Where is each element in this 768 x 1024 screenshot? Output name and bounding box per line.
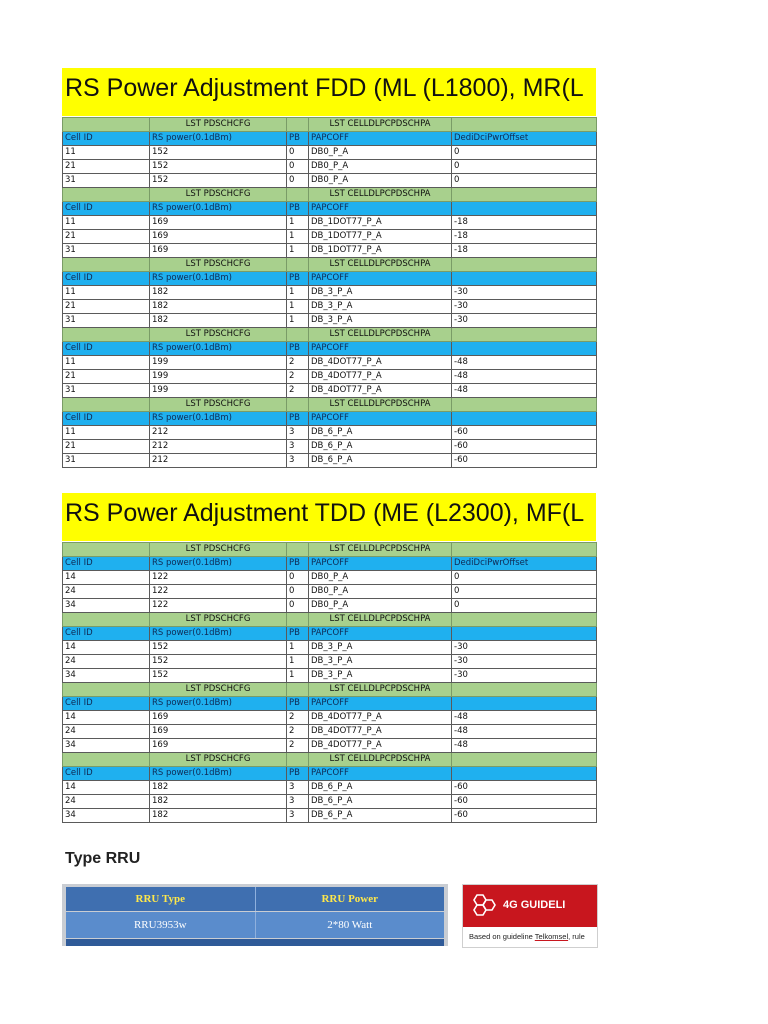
pb-header: PB [287,767,309,781]
rs-power-value: 169 [150,711,287,725]
table-row [63,356,597,370]
cell-id-header: Cell ID [63,627,150,641]
guideline-subtitle [469,932,585,941]
table-row [63,669,597,683]
papcoff-value: DB0_P_A [309,146,452,160]
lst-celldlpcpdschpa-label: LST CELLDLPCPDSCHPA [309,613,452,627]
blank-cell [63,258,150,272]
pb-header: PB [287,132,309,146]
table-row [63,655,597,669]
blank-cell [63,328,150,342]
offset-value: -60 [452,809,597,823]
lst-celldlpcpdschpa-label: LST CELLDLPCPDSCHPA [309,543,452,557]
rru-power-header: RRU Power [321,893,378,905]
table-row [63,739,597,753]
papcoff-value: DB_6_P_A [309,454,452,468]
fdd-table [62,117,597,468]
lst-celldlpcpdschpa-label: LST CELLDLPCPDSCHPA [309,118,452,132]
blank-cell [452,613,597,627]
lst-pdschcfg-label: LST PDSCHCFG [150,118,287,132]
rs-power-value: 122 [150,599,287,613]
lst-pdschcfg-label: LST PDSCHCFG [150,188,287,202]
papcoff-value: DB_6_P_A [309,809,452,823]
rs-power-header: RS power(0.1dBm) [150,132,287,146]
offset-value: -30 [452,655,597,669]
cell-id-value: 31 [63,454,150,468]
pb-value: 2 [287,711,309,725]
offset-value: -60 [452,795,597,809]
rru-type-header: RRU Type [66,887,256,911]
offset-value: 0 [452,160,597,174]
cell-id-value: 21 [63,370,150,384]
cell-id-value: 11 [63,216,150,230]
cell-id-header: Cell ID [63,202,150,216]
papcoff-header: PAPCOFF [309,412,452,426]
papcoff-value: DB_4DOT77_P_A [309,384,452,398]
rs-power-value: 212 [150,454,287,468]
cell-id-header: Cell ID [63,557,150,571]
table-row [63,216,597,230]
rru-table-image [62,884,448,946]
table-row [63,454,597,468]
rs-power-header: RS power(0.1dBm) [150,697,287,711]
rru-row [66,912,444,938]
pb-value: 3 [287,454,309,468]
rs-power-value: 199 [150,356,287,370]
pb-value: 2 [287,356,309,370]
fdd-title: RS Power Adjustment FDD (ML (L1800), MR(L [65,74,584,102]
column-header-row [63,697,597,711]
rs-power-value: 182 [150,300,287,314]
blank-cell [452,412,597,426]
cell-id-value: 34 [63,809,150,823]
offset-value: 0 [452,599,597,613]
blank-cell [287,188,309,202]
pb-value: 1 [287,230,309,244]
guideline-sub-prefix: Based on guideline [469,932,533,941]
group-header-row [63,543,597,557]
papcoff-value: DB_4DOT77_P_A [309,370,452,384]
blank-cell [452,753,597,767]
cell-id-value: 14 [63,571,150,585]
cell-id-header: Cell ID [63,412,150,426]
papcoff-value: DB_3_P_A [309,655,452,669]
pb-header: PB [287,557,309,571]
pb-value: 0 [287,585,309,599]
offset-value: 0 [452,146,597,160]
column-header-row [63,202,597,216]
lst-celldlpcpdschpa-label: LST CELLDLPCPDSCHPA [309,683,452,697]
offset-value: -48 [452,356,597,370]
blank-cell [452,188,597,202]
pb-value: 2 [287,739,309,753]
pb-value: 1 [287,216,309,230]
papcoff-value: DB_3_P_A [309,669,452,683]
pb-value: 1 [287,669,309,683]
papcoff-value: DB_6_P_A [309,781,452,795]
cell-id-value: 34 [63,599,150,613]
cell-id-value: 14 [63,641,150,655]
cell-id-value: 14 [63,781,150,795]
tdd-title: RS Power Adjustment TDD (ME (L2300), MF(L [65,499,585,527]
group-header-row [63,118,597,132]
type-rru-heading: Type RRU [65,850,141,867]
papcoff-value: DB_6_P_A [309,795,452,809]
rs-power-header: RS power(0.1dBm) [150,272,287,286]
table-row [63,585,597,599]
cell-id-value: 11 [63,426,150,440]
rs-power-value: 212 [150,440,287,454]
table-row [63,286,597,300]
lst-pdschcfg-label: LST PDSCHCFG [150,683,287,697]
offset-value: -30 [452,314,597,328]
rru-type-value: RRU3953w [66,912,256,938]
rs-power-value: 152 [150,146,287,160]
guideline-sub-link: Telkomsel [534,932,569,941]
pb-value: 1 [287,286,309,300]
blank-cell [63,543,150,557]
lst-celldlpcpdschpa-label: LST CELLDLPCPDSCHPA [309,398,452,412]
offset-value: -48 [452,370,597,384]
pb-value: 1 [287,244,309,258]
column-header-row [63,767,597,781]
lst-celldlpcpdschpa-label: LST CELLDLPCPDSCHPA [309,188,452,202]
rs-power-header: RS power(0.1dBm) [150,767,287,781]
cell-id-header: Cell ID [63,767,150,781]
offset-value: -48 [452,739,597,753]
papcoff-header: PAPCOFF [309,202,452,216]
cell-id-value: 11 [63,356,150,370]
blank-cell [452,328,597,342]
group-header-row [63,398,597,412]
rs-power-header: RS power(0.1dBm) [150,342,287,356]
cell-id-value: 34 [63,739,150,753]
pb-value: 3 [287,781,309,795]
offset-value: -30 [452,669,597,683]
guideline-title: 4G GUIDELI [503,899,566,911]
rs-power-value: 182 [150,781,287,795]
column-header-row [63,132,597,146]
papcoff-value: DB0_P_A [309,160,452,174]
cell-id-value: 31 [63,384,150,398]
offset-header: DediDciPwrOffset [452,132,597,146]
cell-id-value: 21 [63,300,150,314]
rs-power-value: 169 [150,230,287,244]
rs-power-value: 152 [150,655,287,669]
rs-power-value: 169 [150,216,287,230]
pb-value: 1 [287,641,309,655]
offset-value: -60 [452,426,597,440]
blank-cell [452,697,597,711]
pb-header: PB [287,202,309,216]
rs-power-value: 182 [150,795,287,809]
cell-id-value: 34 [63,669,150,683]
column-header-row [63,627,597,641]
guideline-card [462,884,598,948]
pb-value: 0 [287,599,309,613]
rs-power-value: 182 [150,809,287,823]
pb-value: 0 [287,174,309,188]
cell-id-header: Cell ID [63,272,150,286]
rs-power-value: 169 [150,739,287,753]
blank-cell [452,398,597,412]
papcoff-value: DB_1DOT77_P_A [309,230,452,244]
group-header-row [63,258,597,272]
blank-cell [287,613,309,627]
papcoff-value: DB_3_P_A [309,300,452,314]
pb-value: 2 [287,384,309,398]
papcoff-header: PAPCOFF [309,272,452,286]
hexagon-logo-icon [469,893,497,919]
table-row [63,795,597,809]
cell-id-header: Cell ID [63,697,150,711]
pb-value: 3 [287,809,309,823]
table-row [63,370,597,384]
table-row [63,641,597,655]
pb-value: 3 [287,440,309,454]
blank-cell [287,543,309,557]
blank-cell [452,627,597,641]
pb-value: 1 [287,655,309,669]
blank-cell [63,753,150,767]
pb-value: 1 [287,314,309,328]
rs-power-header: RS power(0.1dBm) [150,412,287,426]
blank-cell [287,328,309,342]
pb-value: 3 [287,795,309,809]
papcoff-value: DB_3_P_A [309,286,452,300]
table-row [63,300,597,314]
cell-id-value: 24 [63,725,150,739]
pb-value: 1 [287,300,309,314]
offset-value: -60 [452,781,597,795]
blank-cell [452,767,597,781]
rs-power-value: 199 [150,384,287,398]
guideline-sub-suffix: , rule [568,932,585,941]
pb-value: 0 [287,146,309,160]
column-header-row [63,412,597,426]
group-header-row [63,328,597,342]
pb-header: PB [287,697,309,711]
blank-cell [63,613,150,627]
offset-value: -18 [452,244,597,258]
blank-cell [287,753,309,767]
papcoff-value: DB0_P_A [309,571,452,585]
rs-power-header: RS power(0.1dBm) [150,202,287,216]
offset-value: -48 [452,384,597,398]
lst-pdschcfg-label: LST PDSCHCFG [150,543,287,557]
offset-value: -60 [452,454,597,468]
blank-cell [452,118,597,132]
papcoff-header: PAPCOFF [309,697,452,711]
table-row [63,571,597,585]
cell-id-value: 21 [63,160,150,174]
lst-pdschcfg-label: LST PDSCHCFG [150,398,287,412]
table-row [63,599,597,613]
cell-id-value: 31 [63,174,150,188]
papcoff-value: DB_1DOT77_P_A [309,244,452,258]
offset-value: -18 [452,216,597,230]
offset-value: 0 [452,571,597,585]
papcoff-value: DB0_P_A [309,585,452,599]
blank-cell [63,188,150,202]
table-row [63,146,597,160]
pb-header: PB [287,272,309,286]
lst-pdschcfg-label: LST PDSCHCFG [150,258,287,272]
table-row [63,160,597,174]
papcoff-header: PAPCOFF [309,132,452,146]
rs-power-value: 122 [150,585,287,599]
cell-id-value: 31 [63,244,150,258]
cell-id-value: 21 [63,440,150,454]
rs-power-value: 152 [150,160,287,174]
rs-power-header: RS power(0.1dBm) [150,557,287,571]
table-row [63,725,597,739]
tdd-title-bar [62,493,596,541]
cell-id-value: 31 [63,314,150,328]
papcoff-value: DB_1DOT77_P_A [309,216,452,230]
offset-value: -30 [452,641,597,655]
tdd-table [62,542,597,823]
blank-cell [287,118,309,132]
pb-value: 0 [287,160,309,174]
blank-cell [287,258,309,272]
column-header-row [63,272,597,286]
blank-cell [63,398,150,412]
offset-value: -30 [452,300,597,314]
pb-value: 2 [287,370,309,384]
papcoff-value: DB0_P_A [309,174,452,188]
table-row [63,244,597,258]
papcoff-header: PAPCOFF [309,342,452,356]
papcoff-value: DB_3_P_A [309,314,452,328]
rs-power-value: 199 [150,370,287,384]
papcoff-value: DB_4DOT77_P_A [309,356,452,370]
rs-power-value: 122 [150,571,287,585]
rs-power-value: 212 [150,426,287,440]
blank-cell [287,683,309,697]
blank-cell [63,683,150,697]
offset-value: -18 [452,230,597,244]
cell-id-header: Cell ID [63,342,150,356]
offset-value: -48 [452,711,597,725]
rs-power-value: 169 [150,244,287,258]
fdd-title-bar [62,68,596,116]
offset-value: -48 [452,725,597,739]
pb-value: 3 [287,426,309,440]
table-row [63,314,597,328]
offset-value: 0 [452,174,597,188]
pb-header: PB [287,412,309,426]
guideline-banner [463,885,597,927]
rs-power-value: 152 [150,669,287,683]
group-header-row [63,683,597,697]
rru-power-value: 2*80 Watt [327,919,373,931]
cell-id-value: 11 [63,146,150,160]
blank-cell [452,202,597,216]
table-row [63,440,597,454]
blank-cell [452,342,597,356]
pb-value: 2 [287,725,309,739]
table-row [63,711,597,725]
papcoff-value: DB_4DOT77_P_A [309,725,452,739]
blank-cell [63,118,150,132]
table-row [63,384,597,398]
rru-header-row [66,887,444,911]
lst-pdschcfg-label: LST PDSCHCFG [150,753,287,767]
rs-power-header: RS power(0.1dBm) [150,627,287,641]
blank-cell [452,683,597,697]
papcoff-value: DB_4DOT77_P_A [309,711,452,725]
rs-power-value: 152 [150,174,287,188]
papcoff-header: PAPCOFF [309,557,452,571]
offset-header: DediDciPwrOffset [452,557,597,571]
papcoff-value: DB_4DOT77_P_A [309,739,452,753]
lst-celldlpcpdschpa-label: LST CELLDLPCPDSCHPA [309,258,452,272]
papcoff-value: DB_6_P_A [309,440,452,454]
rs-power-value: 152 [150,641,287,655]
cell-id-value: 24 [63,655,150,669]
table-row [63,781,597,795]
rru-row-cut [66,939,444,946]
papcoff-header: PAPCOFF [309,627,452,641]
column-header-row [63,557,597,571]
group-header-row [63,188,597,202]
papcoff-value: DB_6_P_A [309,426,452,440]
papcoff-value: DB0_P_A [309,599,452,613]
group-header-row [63,613,597,627]
pb-header: PB [287,342,309,356]
table-row [63,809,597,823]
table-row [63,426,597,440]
lst-pdschcfg-label: LST PDSCHCFG [150,613,287,627]
offset-value: -60 [452,440,597,454]
papcoff-value: DB_3_P_A [309,641,452,655]
blank-cell [452,258,597,272]
rs-power-value: 182 [150,314,287,328]
blank-cell [452,272,597,286]
lst-pdschcfg-label: LST PDSCHCFG [150,328,287,342]
cell-id-value: 21 [63,230,150,244]
pb-header: PB [287,627,309,641]
pb-value: 0 [287,571,309,585]
cell-id-header: Cell ID [63,132,150,146]
rs-power-value: 182 [150,286,287,300]
cell-id-value: 14 [63,711,150,725]
cell-id-value: 11 [63,286,150,300]
table-row [63,230,597,244]
offset-value: -30 [452,286,597,300]
blank-cell [287,398,309,412]
group-header-row [63,753,597,767]
offset-value: 0 [452,585,597,599]
rs-power-value: 169 [150,725,287,739]
column-header-row [63,342,597,356]
cell-id-value: 24 [63,795,150,809]
table-row [63,174,597,188]
lst-celldlpcpdschpa-label: LST CELLDLPCPDSCHPA [309,753,452,767]
blank-cell [452,543,597,557]
lst-celldlpcpdschpa-label: LST CELLDLPCPDSCHPA [309,328,452,342]
cell-id-value: 24 [63,585,150,599]
papcoff-header: PAPCOFF [309,767,452,781]
